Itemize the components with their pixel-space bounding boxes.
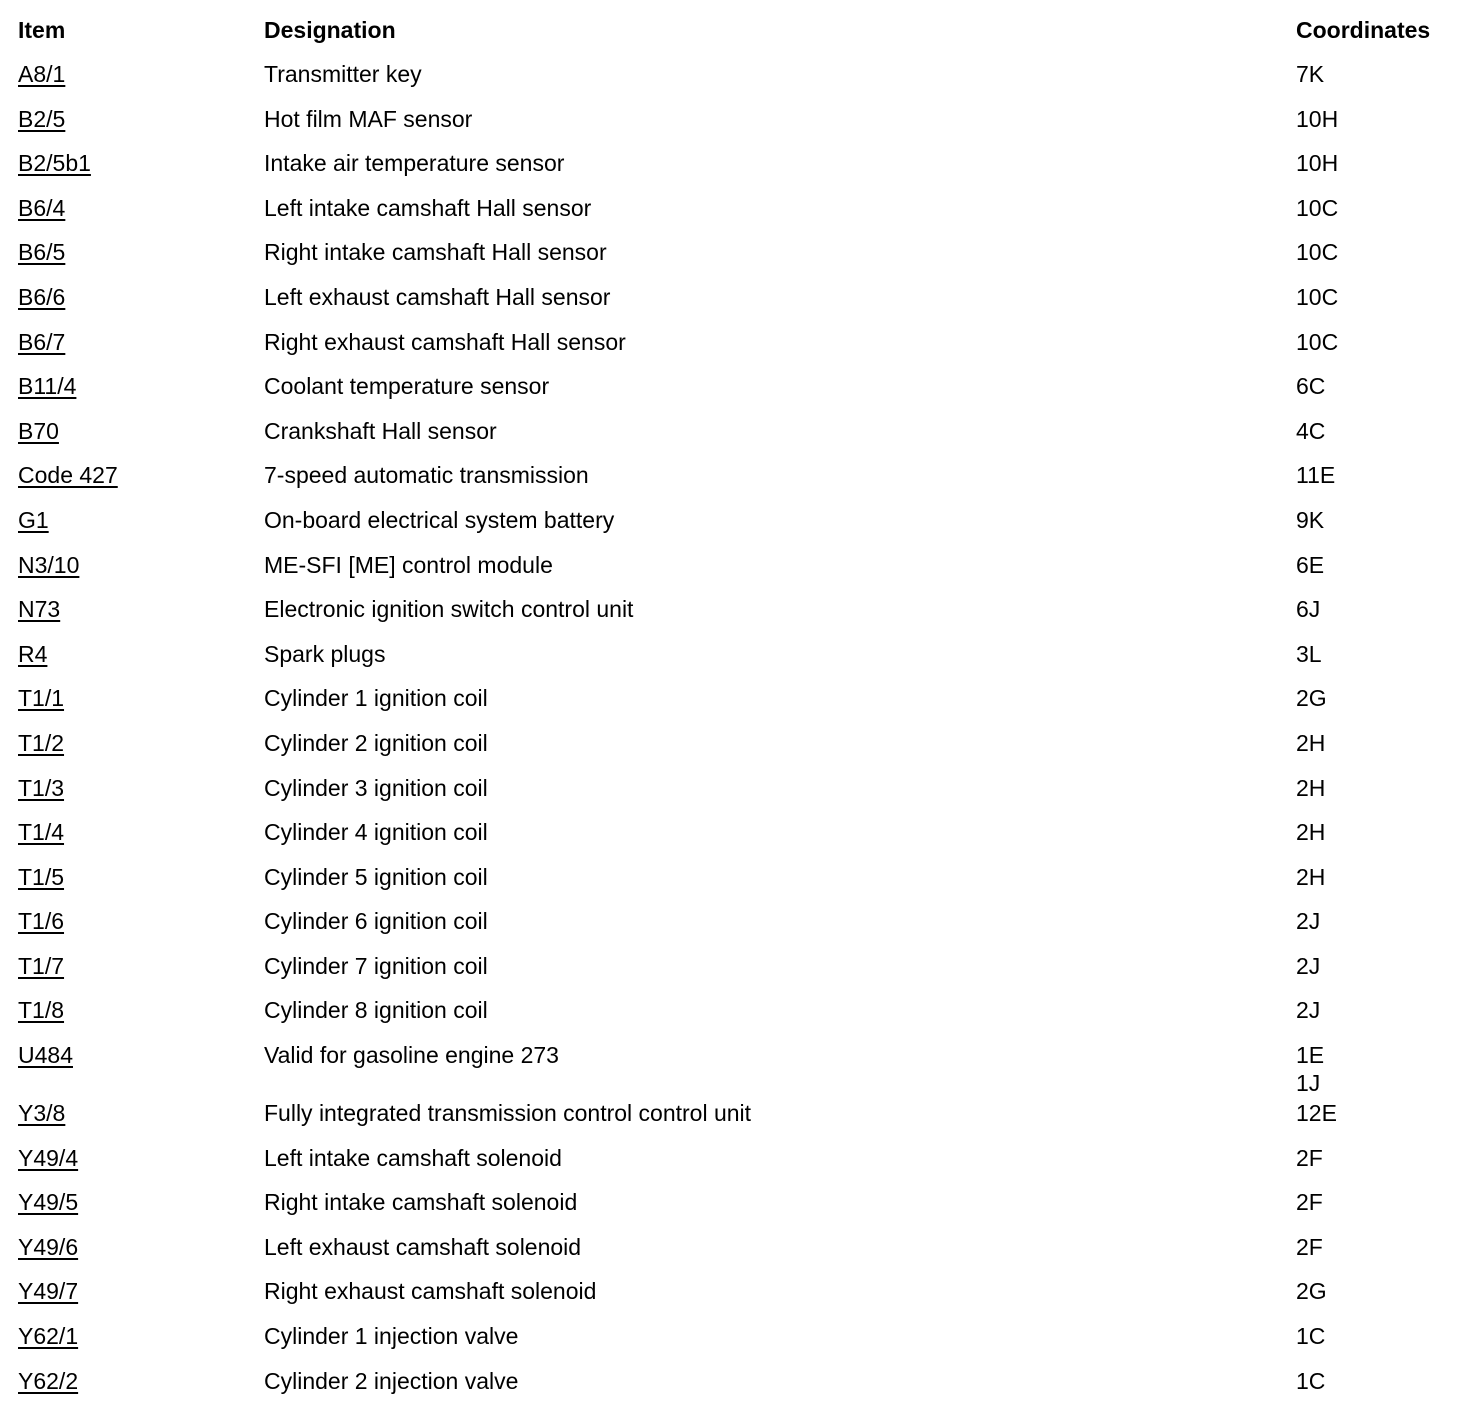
item-cell xyxy=(18,1322,264,1350)
coordinates-cell xyxy=(1296,774,1458,802)
designation-cell: Left exhaust camshaft Hall sensor xyxy=(264,283,611,310)
coordinate-value: 6C xyxy=(1296,373,1326,400)
item-link[interactable]: T1/2 xyxy=(18,729,65,756)
coordinate-value: 1C xyxy=(1296,1323,1326,1350)
item-cell xyxy=(18,640,264,668)
designation-cell: Left intake camshaft Hall sensor xyxy=(264,194,592,221)
coordinates-cell xyxy=(1296,506,1458,534)
item-link[interactable]: Y62/1 xyxy=(18,1323,79,1350)
coordinates-cell xyxy=(1296,105,1458,133)
item-link[interactable]: B6/5 xyxy=(18,239,66,266)
table-row xyxy=(18,593,1458,638)
header-item: Item xyxy=(18,17,66,43)
item-link[interactable]: Y62/2 xyxy=(18,1367,79,1394)
designation-cell: Spark plugs xyxy=(264,640,386,667)
coordinates-cell xyxy=(1296,1041,1458,1097)
item-link[interactable]: T1/4 xyxy=(18,819,65,846)
table-row xyxy=(18,192,1458,237)
designation-cell: Cylinder 7 ignition coil xyxy=(264,952,488,979)
table-row xyxy=(18,638,1458,683)
item-cell xyxy=(18,907,264,935)
table-row xyxy=(18,1186,1458,1231)
designation-cell: Cylinder 2 injection valve xyxy=(264,1367,519,1394)
item-cell xyxy=(18,996,264,1024)
item-link[interactable]: B6/4 xyxy=(18,194,66,221)
table-row xyxy=(18,682,1458,727)
item-link[interactable]: T1/5 xyxy=(18,863,65,890)
coordinate-value: 2H xyxy=(1296,863,1326,890)
item-link[interactable]: A8/1 xyxy=(18,61,66,87)
table-row xyxy=(18,1365,1458,1409)
table-row xyxy=(18,905,1458,950)
item-link[interactable]: B6/7 xyxy=(18,328,66,355)
designation-cell: Cylinder 1 injection valve xyxy=(264,1323,519,1350)
table-row xyxy=(18,58,1458,103)
item-link[interactable]: T1/6 xyxy=(18,908,65,935)
coordinates-cell xyxy=(1296,952,1458,980)
coordinates-cell xyxy=(1296,1099,1458,1127)
coordinate-value: 10H xyxy=(1296,105,1339,132)
item-cell xyxy=(18,729,264,757)
coordinate-value: 10C xyxy=(1296,328,1339,355)
item-cell xyxy=(18,372,264,400)
item-cell xyxy=(18,283,264,311)
table-body xyxy=(18,58,1458,1409)
coordinates-cell xyxy=(1296,238,1458,266)
item-cell xyxy=(18,1099,264,1127)
table-row xyxy=(18,549,1458,594)
designation-cell: Cylinder 5 ignition coil xyxy=(264,863,488,890)
designation-cell: Cylinder 3 ignition coil xyxy=(264,774,488,801)
coordinates-cell xyxy=(1296,372,1458,400)
item-link[interactable]: B6/6 xyxy=(18,283,66,310)
table-row xyxy=(18,816,1458,861)
table-header-row xyxy=(18,14,1458,58)
coordinates-cell xyxy=(1296,194,1458,222)
coordinate-value: 2F xyxy=(1296,1144,1323,1171)
table-row xyxy=(18,415,1458,460)
coordinates-cell xyxy=(1296,729,1458,757)
coordinates-cell xyxy=(1296,684,1458,712)
coordinates-cell xyxy=(1296,1188,1458,1216)
designation-cell: Cylinder 1 ignition coil xyxy=(264,685,488,712)
coordinates-cell xyxy=(1296,283,1458,311)
designation-cell: Valid for gasoline engine 273 xyxy=(264,1042,559,1069)
coordinates-cell xyxy=(1296,461,1458,489)
coordinates-cell xyxy=(1296,149,1458,177)
designation-cell: Cylinder 2 ignition coil xyxy=(264,729,488,756)
designation-cell: Crankshaft Hall sensor xyxy=(264,417,497,444)
item-link[interactable]: Code 427 xyxy=(18,462,118,489)
item-cell xyxy=(18,818,264,846)
designation-cell: Cylinder 8 ignition coil xyxy=(264,997,488,1024)
coordinate-value: 1C xyxy=(1296,1367,1326,1394)
designation-cell: Cylinder 6 ignition coil xyxy=(264,908,488,935)
coordinate-value: 1E xyxy=(1296,1042,1325,1069)
coordinates-cell xyxy=(1296,818,1458,846)
designation-cell: Right intake camshaft Hall sensor xyxy=(264,239,607,266)
table-row xyxy=(18,861,1458,906)
designation-cell: Left exhaust camshaft solenoid xyxy=(264,1233,582,1260)
item-cell xyxy=(18,551,264,579)
item-cell xyxy=(18,461,264,489)
coordinate-value: 2H xyxy=(1296,819,1326,846)
item-cell xyxy=(18,774,264,802)
table-row xyxy=(18,1039,1458,1097)
coordinate-value: 2G xyxy=(1296,685,1327,712)
coordinates-cell xyxy=(1296,551,1458,579)
item-cell xyxy=(18,1041,264,1069)
coordinate-value: 1J xyxy=(1296,1070,1321,1097)
coordinates-cell xyxy=(1296,1144,1458,1172)
item-cell xyxy=(18,506,264,534)
designation-cell: ME-SFI [ME] control module xyxy=(264,551,553,578)
table-row xyxy=(18,1097,1458,1142)
coordinates-cell xyxy=(1296,1277,1458,1305)
item-cell xyxy=(18,1188,264,1216)
designation-cell: Left intake camshaft solenoid xyxy=(264,1144,562,1171)
coordinate-value: 10C xyxy=(1296,239,1339,266)
coordinate-value: 10C xyxy=(1296,194,1339,221)
coordinate-value: 6E xyxy=(1296,551,1325,578)
item-link[interactable]: T1/8 xyxy=(18,997,65,1024)
component-legend-table xyxy=(18,14,1458,1409)
coordinate-value: 12E xyxy=(1296,1100,1337,1127)
item-cell xyxy=(18,105,264,133)
item-link[interactable]: G1 xyxy=(18,506,49,533)
table-row xyxy=(18,504,1458,549)
item-link[interactable]: B2/5 xyxy=(18,105,66,132)
designation-cell: Right intake camshaft solenoid xyxy=(264,1189,578,1216)
table-row xyxy=(18,370,1458,415)
coordinate-value: 11E xyxy=(1296,462,1336,489)
item-cell xyxy=(18,417,264,445)
designation-cell: Transmitter key xyxy=(264,61,422,87)
coordinate-value: 7K xyxy=(1296,61,1325,87)
item-link[interactable]: U484 xyxy=(18,1042,73,1069)
item-link[interactable]: N3/10 xyxy=(18,551,80,578)
table-row xyxy=(18,727,1458,772)
table-row xyxy=(18,1142,1458,1187)
item-cell xyxy=(18,60,264,88)
coordinate-value: 2H xyxy=(1296,774,1326,801)
coordinate-value: 2G xyxy=(1296,1278,1327,1305)
coordinate-value: 6J xyxy=(1296,596,1321,623)
item-cell xyxy=(18,149,264,177)
item-link[interactable]: N73 xyxy=(18,596,61,623)
coordinates-cell xyxy=(1296,1367,1458,1395)
designation-cell: Electronic ignition switch control unit xyxy=(264,596,634,623)
coordinates-cell xyxy=(1296,1233,1458,1261)
designation-cell: Hot film MAF sensor xyxy=(264,105,473,132)
designation-cell: 7-speed automatic transmission xyxy=(264,462,589,489)
designation-cell: On-board electrical system battery xyxy=(264,506,615,533)
coordinates-cell xyxy=(1296,907,1458,935)
designation-cell: Right exhaust camshaft solenoid xyxy=(264,1278,597,1305)
header-coordinates: Coordinates xyxy=(1296,17,1431,43)
item-link[interactable]: B2/5b1 xyxy=(18,150,91,177)
item-link[interactable]: Y49/5 xyxy=(18,1189,79,1216)
item-cell xyxy=(18,328,264,356)
item-cell xyxy=(18,595,264,623)
item-cell xyxy=(18,1233,264,1261)
item-link[interactable]: Y3/8 xyxy=(18,1100,66,1127)
table-row xyxy=(18,994,1458,1039)
table-row xyxy=(18,459,1458,504)
table-row xyxy=(18,950,1458,995)
item-link[interactable]: T1/7 xyxy=(18,952,65,979)
designation-cell: Cylinder 4 ignition coil xyxy=(264,819,488,846)
item-link[interactable]: T1/3 xyxy=(18,774,65,801)
designation-cell: Coolant temperature sensor xyxy=(264,373,550,400)
item-link[interactable]: B70 xyxy=(18,417,59,444)
coordinates-cell xyxy=(1296,328,1458,356)
coordinates-cell xyxy=(1296,595,1458,623)
table-row xyxy=(18,1231,1458,1276)
item-link[interactable]: Y49/4 xyxy=(18,1144,79,1171)
coordinates-cell xyxy=(1296,996,1458,1024)
table-row xyxy=(18,236,1458,281)
coordinates-cell xyxy=(1296,640,1458,668)
table-row xyxy=(18,281,1458,326)
coordinates-cell xyxy=(1296,417,1458,445)
item-cell xyxy=(18,1367,264,1395)
coordinate-value: 3L xyxy=(1296,640,1322,667)
item-cell xyxy=(18,952,264,980)
coordinate-value: 10H xyxy=(1296,150,1339,177)
table-row xyxy=(18,147,1458,192)
coordinates-cell xyxy=(1296,1322,1458,1350)
item-cell xyxy=(18,238,264,266)
item-cell xyxy=(18,194,264,222)
coordinate-value: 2J xyxy=(1296,997,1321,1024)
coordinate-value: 2J xyxy=(1296,952,1321,979)
coordinates-cell xyxy=(1296,60,1458,88)
coordinate-value: 2H xyxy=(1296,729,1326,756)
item-link[interactable]: R4 xyxy=(18,640,48,667)
coordinates-cell xyxy=(1296,863,1458,891)
coordinate-value: 2F xyxy=(1296,1233,1323,1260)
table-row xyxy=(18,772,1458,817)
designation-cell: Intake air temperature sensor xyxy=(264,150,565,177)
coordinate-value: 4C xyxy=(1296,417,1326,444)
coordinate-value: 2J xyxy=(1296,908,1321,935)
item-link[interactable]: B11/4 xyxy=(18,373,77,400)
item-cell xyxy=(18,863,264,891)
coordinate-value: 2F xyxy=(1296,1189,1323,1216)
designation-cell: Fully integrated transmission control control unit xyxy=(264,1100,752,1127)
item-link[interactable]: Y49/7 xyxy=(18,1278,79,1305)
item-link[interactable]: T1/1 xyxy=(18,685,65,712)
table-row xyxy=(18,1320,1458,1365)
table-row xyxy=(18,326,1458,371)
coordinate-value: 9K xyxy=(1296,506,1325,533)
coordinate-value: 10C xyxy=(1296,283,1339,310)
item-cell xyxy=(18,1144,264,1172)
table-row xyxy=(18,103,1458,148)
item-cell xyxy=(18,684,264,712)
item-cell xyxy=(18,1277,264,1305)
header-designation: Designation xyxy=(264,17,396,43)
table-row xyxy=(18,1275,1458,1320)
item-link[interactable]: Y49/6 xyxy=(18,1233,79,1260)
designation-cell: Right exhaust camshaft Hall sensor xyxy=(264,328,626,355)
